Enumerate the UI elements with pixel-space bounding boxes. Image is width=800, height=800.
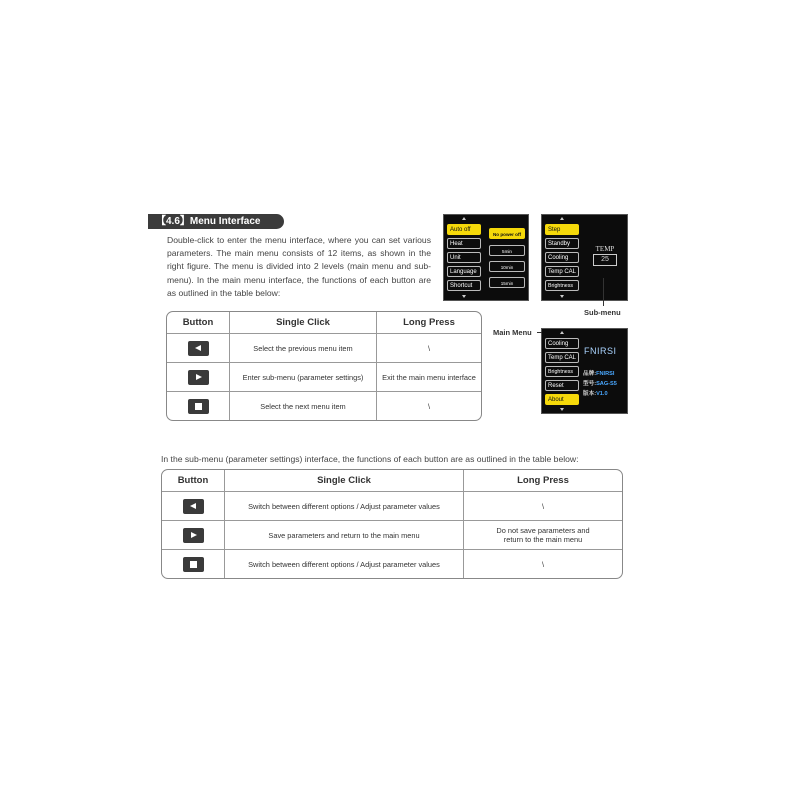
- button-cell: [162, 521, 225, 550]
- sub-menu-label: Sub-menu: [584, 308, 621, 317]
- menu-item: Language: [447, 266, 481, 277]
- left-triangle-button-icon: [183, 499, 204, 514]
- menu-item: Auto off: [447, 224, 481, 235]
- single-click-cell: Switch between different options / Adjust parameter values: [225, 492, 464, 521]
- menu-item: Temp CAL: [545, 266, 579, 277]
- long-press-line-1: Do not save parameters and: [496, 526, 590, 535]
- header-single-click: Single Click: [225, 470, 464, 492]
- menu-item: About: [545, 394, 579, 405]
- scroll-down-icon: [560, 295, 564, 298]
- table-row: [162, 492, 622, 521]
- scroll-up-icon: [462, 217, 466, 220]
- header-button: Button: [162, 470, 225, 492]
- option-item: 15min: [489, 277, 525, 288]
- menu-item: Standby: [545, 238, 579, 249]
- device-screen-auto-off: [443, 214, 529, 301]
- long-press-line-2: return to the main menu: [503, 535, 583, 544]
- info-line: 型号:SAG-S5: [583, 381, 617, 387]
- scroll-up-icon: [560, 217, 564, 220]
- info-line: 品牌:FNIRSI: [583, 371, 615, 377]
- option-item: 10min: [489, 261, 525, 272]
- long-press-cell: \: [541, 559, 545, 569]
- menu-item: Brightness: [545, 366, 579, 377]
- long-press-cell: \: [377, 334, 481, 363]
- option-item: 5min: [489, 245, 525, 256]
- button-cell: [167, 392, 230, 420]
- header-button: Button: [167, 312, 230, 334]
- menu-item: Temp CAL: [545, 352, 579, 363]
- menu-item: Cooling: [545, 252, 579, 263]
- device-screen-about: [541, 328, 628, 414]
- info-line: 版本:V1.0: [583, 391, 608, 397]
- right-triangle-button-icon: [188, 370, 209, 385]
- header-long-press: Long Press: [464, 470, 622, 492]
- button-cell: [162, 550, 225, 578]
- intro-paragraph: Double-click to enter the menu interface, where you can set various parameters. The main menu consists of 12 items, as shown in the right figure. The menu is divided into 2 levels (main menu and sub-menu). In the main menu interface, the functions of each button are as outlined in the table below:: [167, 235, 431, 298]
- right-triangle-button-icon: [183, 528, 204, 543]
- single-click-cell: Switch between different options / Adjust parameter values: [225, 550, 464, 578]
- section-heading: 【4.6】Menu Interface: [148, 214, 284, 229]
- main-menu-pointer-line: [537, 332, 542, 333]
- square-button-icon: [183, 557, 204, 572]
- left-triangle-button-icon: [188, 341, 209, 356]
- button-cell: [167, 363, 230, 392]
- menu-item: Unit: [447, 252, 481, 263]
- sub-menu-intro: In the sub-menu (parameter settings) interface, the functions of each button are as outlined in the table below:: [161, 454, 579, 464]
- table-row: [167, 334, 481, 363]
- button-cell: [162, 492, 225, 521]
- main-menu-label: Main Menu: [493, 328, 532, 337]
- temp-display: [590, 245, 620, 267]
- menu-item: Reset: [545, 380, 579, 391]
- header-single-click: Single Click: [230, 312, 377, 334]
- temp-label: TEMP: [595, 245, 615, 253]
- table-header-row: [162, 470, 622, 492]
- single-click-cell: Select the next menu item: [230, 392, 377, 420]
- square-button-icon: [188, 399, 209, 414]
- menu-item: Cooling: [545, 338, 579, 349]
- header-long-press: Long Press: [377, 312, 481, 334]
- table-header-row: [167, 312, 481, 334]
- long-press-cell: [464, 521, 622, 550]
- brand-logo: FNIRSI: [584, 346, 617, 356]
- long-press-cell: Exit the main menu interface: [377, 363, 481, 392]
- table-row: [167, 392, 481, 420]
- table-row: [162, 521, 622, 550]
- menu-item: Heat: [447, 238, 481, 249]
- scroll-down-icon: [462, 295, 466, 298]
- menu-item: Step: [545, 224, 579, 235]
- device-screen-step: [541, 214, 628, 301]
- single-click-cell: Save parameters and return to the main menu: [225, 521, 464, 550]
- scroll-up-icon: [560, 331, 564, 334]
- single-click-cell: Enter sub-menu (parameter settings): [230, 363, 377, 392]
- sub-menu-button-table: [161, 469, 623, 579]
- temp-value: 25: [593, 254, 617, 266]
- sub-menu-pointer-line: [603, 278, 604, 306]
- single-click-cell: Select the previous menu item: [230, 334, 377, 363]
- table-row: [167, 363, 481, 392]
- menu-item: Shortcut: [447, 280, 481, 291]
- table-row: [162, 550, 622, 578]
- button-cell: [167, 334, 230, 363]
- long-press-cell: \: [427, 401, 431, 411]
- option-item: No power off: [489, 228, 525, 239]
- menu-item: Brightness: [545, 280, 579, 291]
- main-menu-button-table: [166, 311, 482, 421]
- scroll-down-icon: [560, 408, 564, 411]
- long-press-cell: \: [464, 492, 622, 521]
